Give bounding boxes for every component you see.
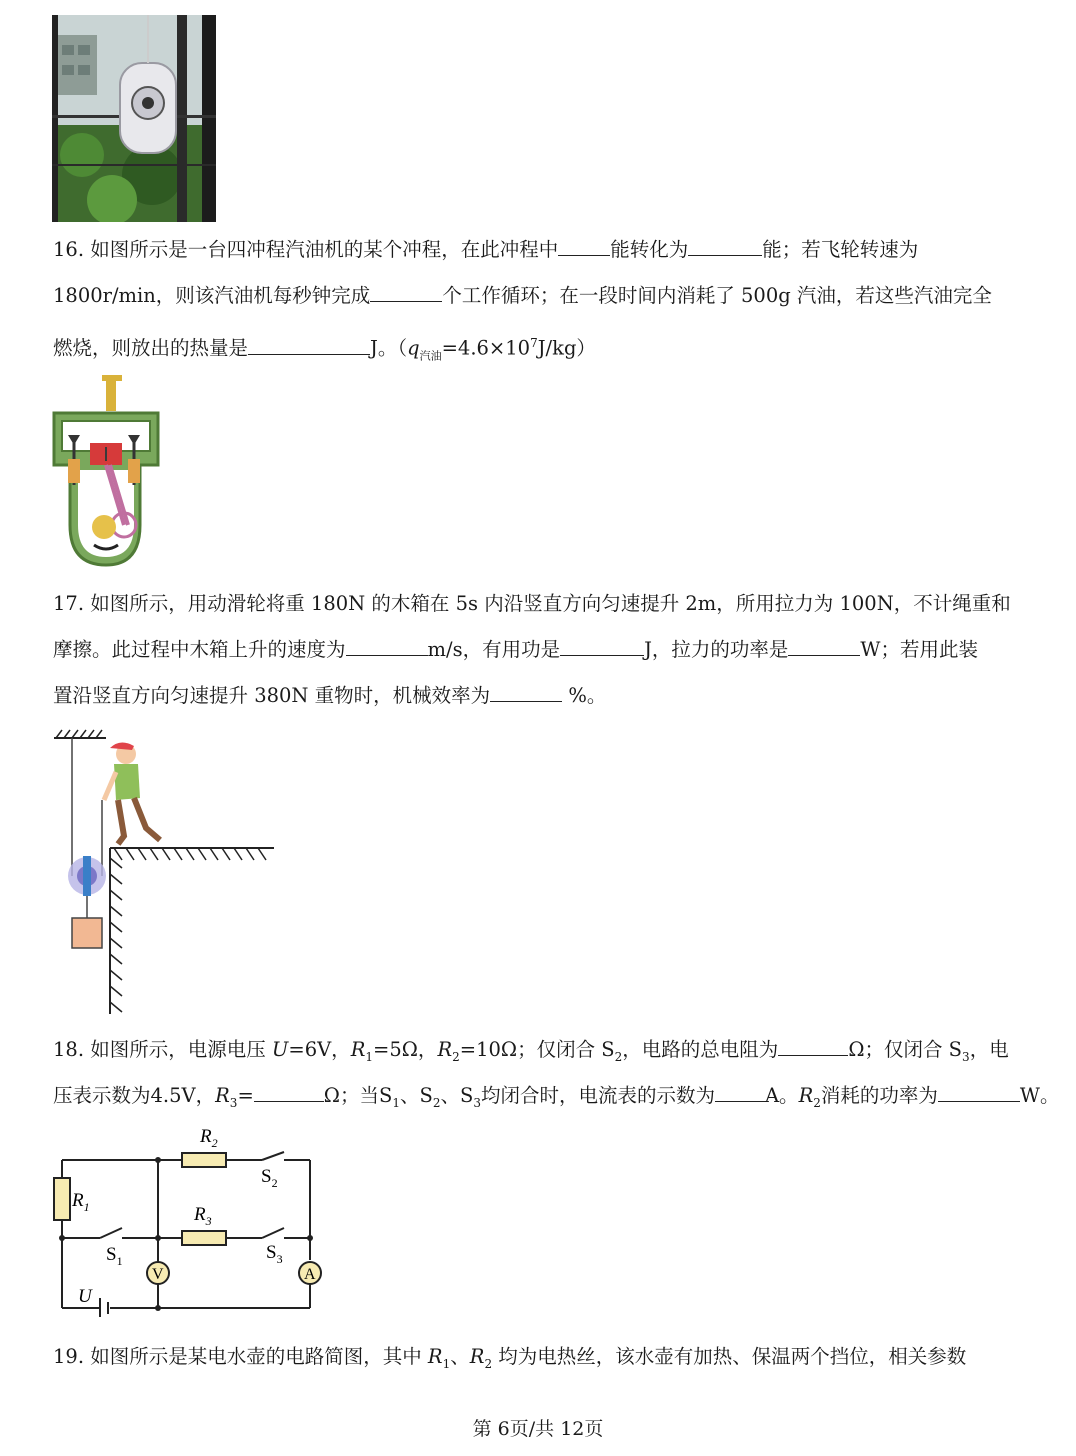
q17-text-3b: %。 [562, 684, 607, 707]
q19-R2-sub: 2 [484, 1356, 493, 1371]
q18-S1-sub: 1 [392, 1095, 400, 1110]
resistor-r3 [182, 1231, 226, 1245]
q19-text-1a: 19. 如图所示是某电水壶的电路简图，其中 [53, 1345, 428, 1368]
q16-blank-1[interactable] [558, 237, 610, 256]
q16-line-2 [53, 283, 992, 309]
pulley-figure [50, 728, 280, 1018]
q17-text-2c: J，拉力的功率是 [644, 638, 789, 661]
q18-S3-sub: 3 [962, 1049, 970, 1064]
q18-blank-4[interactable] [938, 1083, 1020, 1102]
q18-text-2h: 消耗的功率为 [820, 1084, 938, 1107]
q18-text-2g: A。 [764, 1084, 799, 1107]
q17-text-2b: m/s，有用功是 [427, 638, 561, 661]
q17-text-2a: 摩擦。此过程中木箱上升的速度为 [53, 638, 346, 661]
q16-text-3c: =4.6×10 [441, 336, 531, 360]
q18-line-2 [53, 1083, 1059, 1116]
q18-text-2f: 均闭合时，电流表的示数为 [480, 1084, 715, 1107]
q18-text-1d: =10Ω；仅闭合 S [459, 1038, 615, 1061]
q18-text-1f: Ω；仅闭合 S [848, 1038, 963, 1061]
q16-q-subscript: 汽油 [419, 349, 442, 363]
q18-R2-symbol-b: R [798, 1084, 814, 1107]
q18-blank-3[interactable] [715, 1083, 765, 1102]
q18-text-2b: = [237, 1084, 254, 1107]
q18-R1-sub: 1 [365, 1049, 374, 1064]
q18-text-1e: ，电路的总电阻为 [622, 1038, 779, 1061]
resistor-r2 [182, 1153, 226, 1167]
label-u: U [78, 1286, 92, 1307]
q16-blank-2[interactable] [688, 237, 762, 256]
q17-blank-4[interactable] [490, 683, 562, 702]
q19-R1-symbol: R [427, 1345, 443, 1368]
q18-R3-sub: 3 [229, 1095, 238, 1110]
q18-text-1g: ，电 [969, 1038, 1009, 1061]
q18-text-1a: 18. 如图所示，电源电压 [53, 1038, 272, 1061]
page-footer: 第 6页/共 12页 [472, 1418, 604, 1440]
q19-R1-sub: 1 [442, 1356, 451, 1371]
q18-text-1c: =5Ω， [373, 1038, 438, 1061]
q17-blank-1[interactable] [346, 637, 428, 656]
circuit-diagram [50, 1122, 330, 1317]
q18-text-2i: W。 [1019, 1084, 1060, 1107]
label-r1: $R_1$ [72, 1190, 90, 1214]
q18-blank-1[interactable] [778, 1037, 848, 1056]
q17-line-2 [53, 637, 978, 663]
label-r2: $R_2$ [200, 1126, 218, 1150]
q16-text-3a: 燃烧，则放出的热量是 [53, 336, 249, 360]
q19-text-1b: 、 [450, 1345, 470, 1368]
q18-S3-sub-b: 3 [473, 1095, 481, 1110]
q16-text-3b: J。（ [370, 336, 408, 360]
q18-U-symbol: U [271, 1038, 289, 1061]
q18-text-2d: 、S [399, 1084, 433, 1107]
q17-line-3 [53, 683, 606, 709]
label-a: A [304, 1266, 316, 1283]
q18-R1-symbol: R [350, 1038, 366, 1061]
q17-line-1 [53, 591, 1011, 617]
q18-text-2e: 、S [440, 1084, 474, 1107]
label-s3: $S_3$ [266, 1242, 283, 1266]
q16-line-3 [53, 330, 596, 369]
q18-blank-2[interactable] [254, 1083, 324, 1102]
q16-blank-4[interactable] [248, 336, 370, 355]
q16-q-symbol: q [407, 336, 420, 360]
q19-text-1c: 均为电热丝，该水壶有加热、保温两个挡位，相关参数 [492, 1345, 967, 1368]
q17-text-3a: 置沿竖直方向匀速提升 380N 重物时，机械效率为 [53, 684, 491, 707]
q18-text-2c: Ω；当S [323, 1084, 393, 1107]
q19-R2-symbol: R [469, 1345, 485, 1368]
q17-text-2d: W；若用此装 [860, 638, 978, 661]
label-v: V [152, 1266, 164, 1283]
window-robot-photo [52, 15, 216, 222]
q17-text-1: 17. 如图所示，用动滑轮将重 180N 的木箱在 5s 内沿竖直方向匀速提升 2m，所用拉力为 100N，不计绳重和 [53, 592, 1011, 615]
label-s1: $S_1$ [106, 1244, 123, 1268]
q16-line-1 [53, 237, 918, 263]
q16-exponent: 7 [530, 336, 538, 350]
q18-R2-sub-b: 2 [813, 1095, 821, 1110]
q16-text-1b: 能转化为 [610, 238, 689, 261]
q18-S2-sub: 2 [614, 1049, 623, 1064]
q16-blank-3[interactable] [370, 283, 442, 302]
engine-figure [50, 375, 162, 570]
q16-text-3d: J/kg） [537, 336, 596, 360]
q19-line-1 [53, 1344, 966, 1377]
q16-text-1a: 16. 如图所示是一台四冲程汽油机的某个冲程，在此冲程中 [53, 238, 559, 261]
q18-R2-symbol: R [437, 1038, 453, 1061]
q18-S2-sub-b: 2 [432, 1095, 441, 1110]
label-s2: $S_2$ [261, 1166, 278, 1190]
q18-R2-sub: 2 [452, 1049, 460, 1064]
q17-blank-3[interactable] [788, 637, 860, 656]
resistor-r1 [54, 1178, 70, 1220]
q18-text-2a: 压表示数为4.5V， [53, 1084, 216, 1107]
label-r3: $R_3$ [194, 1204, 212, 1228]
q18-R3-symbol: R [215, 1084, 230, 1107]
q18-text-1b: =6V， [288, 1038, 351, 1061]
q18-line-1 [53, 1037, 1009, 1070]
q16-text-2a: 1800r/min，则该汽油机每秒钟完成 [53, 284, 371, 307]
q16-text-2b: 个工作循环；在一段时间内消耗了 500g 汽油，若这些汽油完全 [442, 284, 992, 307]
q17-blank-2[interactable] [560, 637, 644, 656]
q16-text-1c: 能；若飞轮转速为 [762, 238, 919, 261]
